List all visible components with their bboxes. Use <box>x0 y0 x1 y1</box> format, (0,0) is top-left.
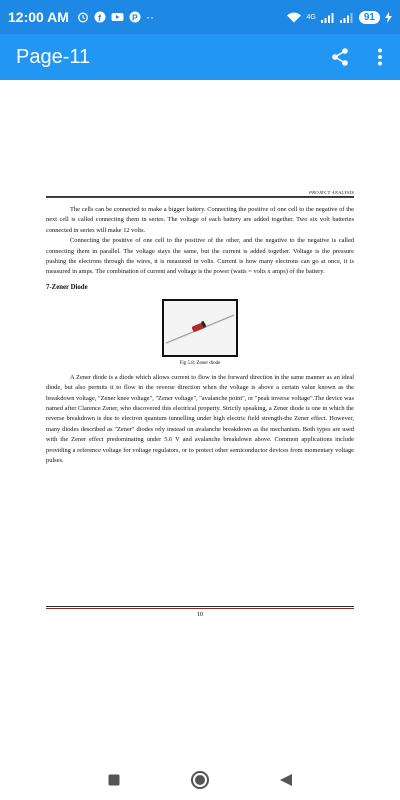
paragraph-parallel: Connecting the positive of one cell to the positive of the other, and the negative to the negative is called connecting them in parallel. The voltage stays the same, but the current is added together. Voltage is the pressure pushing the electrons through the wires, it is measured in volts. Current is how many electrons can go at once, it is measured in amps. The combination of current and voltage is the power (watts = volts x amps) of the battery. <box>46 237 354 276</box>
page-number: 10 <box>197 612 203 618</box>
signal-icon <box>321 12 335 23</box>
running-header: PROJECT ANALYSIS <box>309 190 354 195</box>
circle-icon <box>190 770 210 790</box>
share-button[interactable] <box>320 34 360 80</box>
more-notifications-icon: ·· <box>145 10 154 24</box>
network-type-label: 4G <box>306 13 316 21</box>
app-bar <box>0 34 400 80</box>
recents-button[interactable] <box>102 768 126 792</box>
figure-caption: Fig 5.8: Zener diode <box>179 360 221 366</box>
back-button[interactable] <box>274 768 298 792</box>
status-bar <box>0 0 400 34</box>
document-content <box>46 190 354 467</box>
home-button[interactable] <box>188 768 212 792</box>
charging-icon <box>385 12 392 23</box>
zener-diode-photo <box>164 301 236 355</box>
footer-rule <box>46 606 354 609</box>
page-title: Page-11 <box>16 45 91 68</box>
section-heading: 7-Zener Diode <box>46 283 88 291</box>
signal-2-icon <box>340 12 354 23</box>
triangle-back-icon <box>279 773 293 787</box>
share-icon <box>330 47 350 67</box>
page-footer <box>46 606 354 618</box>
youtube-icon <box>111 11 124 23</box>
pdf-page-view[interactable] <box>0 80 400 760</box>
zener-diode-image <box>162 299 238 357</box>
more-options-button[interactable] <box>360 34 400 80</box>
paragraph-zener: A Zener diode is a diode which allows current to flow in the forward direction in the same manner as an ideal diode, but also permits it to flow in the reverse direction when the voltage is above a certain value known as the breakdown voltage, "Zener knee voltage", "Zener voltage", "avalanche point", or "peak inverse voltage".The device was named after Clarence Zener, who discovered this electrical property. Strictly speaking, a Zener diode is one in which the reverse breakdown is due to electron quantum tunnelling under high electric field strength-the Zener effect. However, many diodes described as "Zener" diodes rely instead on avalanche breakdown as the mechanism. Both types are used with the Zener effect predominating under 5.6 V and avalanche breakdown above. Common applications include providing a reference voltage for voltage regulators, or to protect other semiconductor devices from momentary voltage pulses. <box>46 373 354 465</box>
system-icons <box>286 11 392 24</box>
paragraph-series: The cells can be connected to make a bigger battery. Connecting the positive of one cell to the negative of the next cell is called connecting them in series. The voltage of each battery are added together. Two six volt batteries connected in series will make 12 volts. <box>46 206 354 234</box>
alarm-icon <box>77 11 89 23</box>
notification-icons <box>77 10 154 24</box>
battery-level: 91 <box>359 11 380 24</box>
more-vert-icon <box>377 47 383 67</box>
figure <box>46 299 354 357</box>
square-icon <box>108 774 120 786</box>
facebook-icon <box>94 11 106 23</box>
paytm-icon <box>129 11 141 23</box>
status-time: 12:00 AM <box>8 9 69 25</box>
svg-text:f: f <box>97 13 101 23</box>
svg-text:P: P <box>131 12 138 23</box>
app-bar-actions <box>320 34 400 80</box>
wifi-icon <box>286 11 302 23</box>
system-nav-bar <box>0 760 400 800</box>
header-rule <box>46 196 354 198</box>
